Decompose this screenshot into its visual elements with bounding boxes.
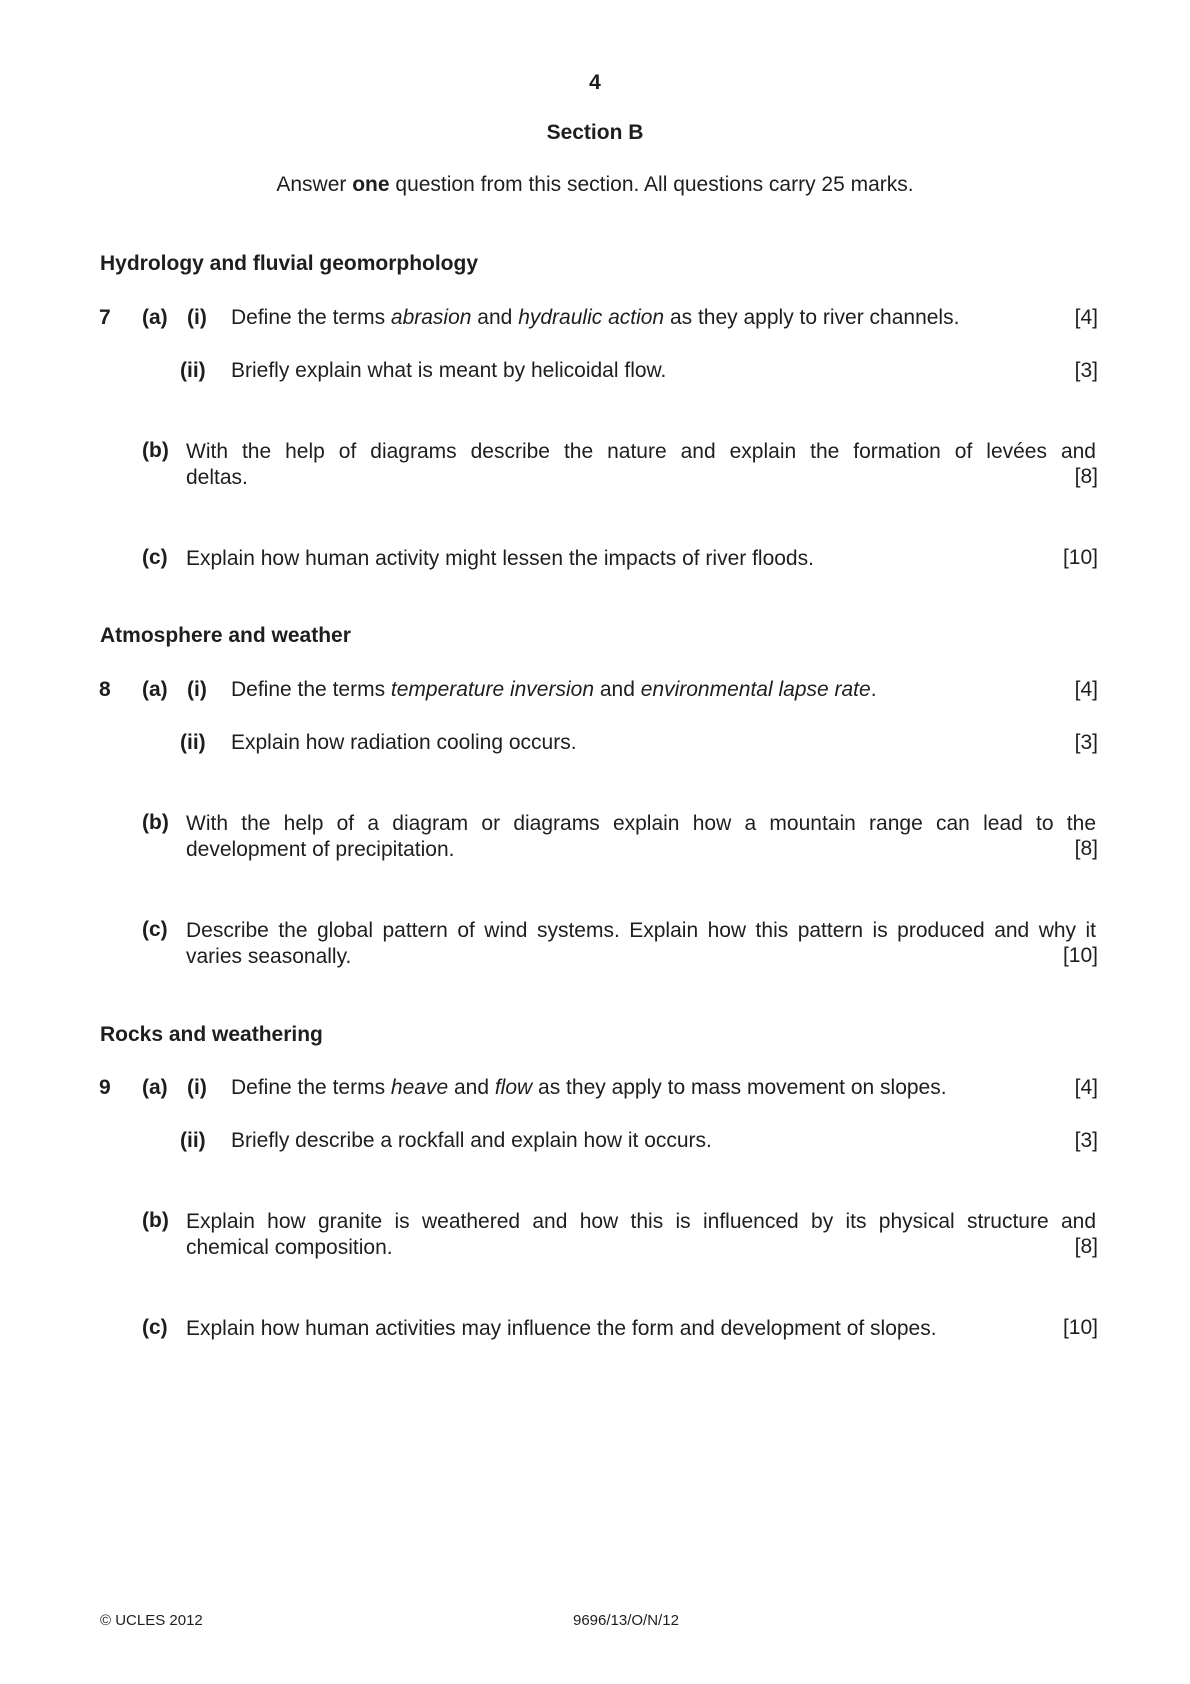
- mark-7a-i: [4]: [1074, 306, 1098, 329]
- question-7b-line1: With the help of diagrams describe the nature and explain the formation of levées and: [186, 440, 1096, 463]
- topic-heading-hydrology: Hydrology and fluvial geomorphology: [100, 252, 479, 275]
- question-8b-line1: With the help of a diagram or diagrams explain how a mountain range can lead to the: [186, 812, 1096, 835]
- mark-7a-ii: [3]: [1074, 359, 1098, 382]
- question-9a-i-text: Define the terms heave and flow as they apply to mass movement on slopes.: [231, 1076, 947, 1099]
- question-8c-line1: Describe the global pattern of wind systems. Explain how this pattern is produced and why it: [186, 919, 1096, 942]
- part-label-b: (b): [142, 1209, 169, 1232]
- part-label-c: (c): [142, 918, 168, 941]
- question-7b-line2: deltas.: [186, 466, 248, 489]
- mark-9a-ii: [3]: [1074, 1129, 1098, 1152]
- question-8a-ii-text: Explain how radiation cooling occurs.: [231, 731, 577, 754]
- footer-paper-code: 9696/13/O/N/12: [573, 1612, 679, 1629]
- mark-7c: [10]: [1062, 546, 1098, 569]
- mark-9b: [8]: [1074, 1235, 1098, 1258]
- page-number: 4: [589, 71, 601, 94]
- section-title: Section B: [546, 121, 644, 144]
- question-9a-ii-text: Briefly describe a rockfall and explain how it occurs.: [231, 1129, 712, 1152]
- subpart-label-i: (i): [187, 1076, 207, 1099]
- question-8c-line2: varies seasonally.: [186, 945, 352, 968]
- subpart-label-ii: (ii): [180, 731, 206, 754]
- question-7c-text: Explain how human activity might lessen the impacts of river floods.: [186, 547, 814, 570]
- question-number-9: 9: [99, 1076, 111, 1099]
- subpart-label-i: (i): [187, 306, 207, 329]
- question-9b-line2: chemical composition.: [186, 1236, 393, 1259]
- topic-heading-atmosphere: Atmosphere and weather: [100, 624, 351, 647]
- question-number-8: 8: [99, 678, 111, 701]
- mark-8a-ii: [3]: [1074, 731, 1098, 754]
- question-number-7: 7: [99, 306, 111, 329]
- subpart-label-ii: (ii): [180, 359, 206, 382]
- subpart-label-ii: (ii): [180, 1129, 206, 1152]
- part-label-b: (b): [142, 811, 169, 834]
- question-7a-i-text: Define the terms abrasion and hydraulic action as they apply to river channels.: [231, 306, 960, 329]
- topic-heading-rocks: Rocks and weathering: [100, 1023, 323, 1046]
- mark-7b: [8]: [1074, 465, 1098, 488]
- question-7a-ii-text: Briefly explain what is meant by helicoidal flow.: [231, 359, 667, 382]
- question-9c-text: Explain how human activities may influence the form and development of slopes.: [186, 1317, 937, 1340]
- question-9b-line1: Explain how granite is weathered and how this is influenced by its physical structure and: [186, 1210, 1096, 1233]
- mark-8a-i: [4]: [1074, 678, 1098, 701]
- mark-9a-i: [4]: [1074, 1076, 1098, 1099]
- part-label-b: (b): [142, 439, 169, 462]
- mark-9c: [10]: [1062, 1316, 1098, 1339]
- subpart-label-i: (i): [187, 678, 207, 701]
- question-8a-i-text: Define the terms temperature inversion and environmental lapse rate.: [231, 678, 877, 701]
- part-label-c: (c): [142, 546, 168, 569]
- mark-8b: [8]: [1074, 837, 1098, 860]
- part-label-a: (a): [142, 306, 168, 329]
- question-8b-line2: development of precipitation.: [186, 838, 455, 861]
- part-label-a: (a): [142, 678, 168, 701]
- footer-copyright: © UCLES 2012: [100, 1612, 203, 1629]
- section-instruction: Answer one question from this section. All questions carry 25 marks.: [276, 173, 914, 196]
- mark-8c: [10]: [1062, 944, 1098, 967]
- part-label-c: (c): [142, 1316, 168, 1339]
- part-label-a: (a): [142, 1076, 168, 1099]
